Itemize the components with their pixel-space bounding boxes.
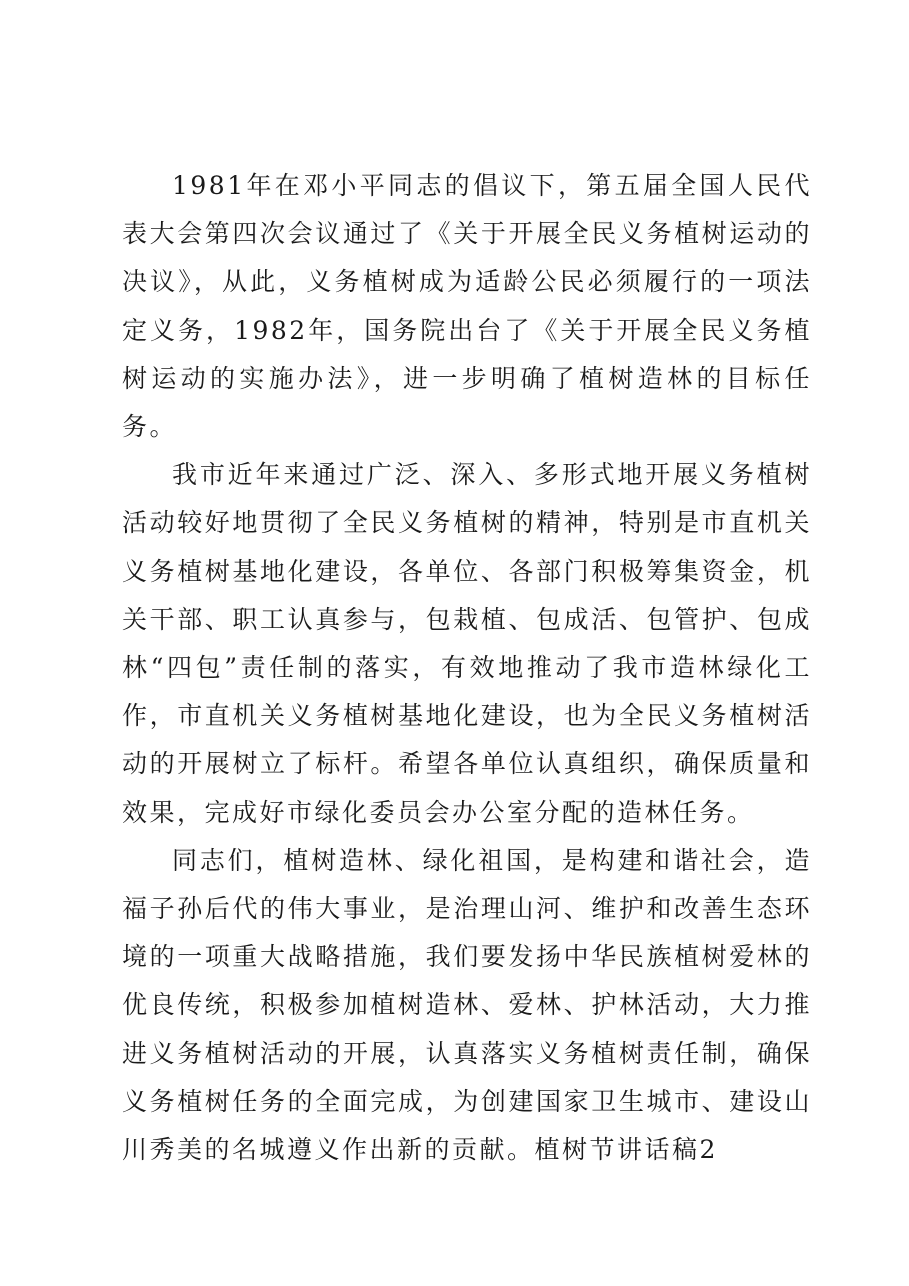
paragraph-city-progress: 我市近年来通过广泛、深入、多形式地开展义务植树活动较好地贯彻了全民义务植树的精神，特别是市直机关义务植树基地化建设，各单位、各部门积极筹集资金，机关干部、职工认真参与，包栽植、包成活、包管护、包成林“四包”责任制的落实，有效地推动了我市造林绿化工作，市直机关义务植树基地化建设，也为全民义务植树活动的开展树立了标杆。希望各单位认真组织，确保质量和效果，完成好市绿化委员会办公室分配的造林任务。 [122,460,812,827]
paragraph-history: 1981年在邓小平同志的倡议下，第五届全国人民代表大会第四次会议通过了《关于开展全民义务植树运动的决议》，从此，义务植树成为适龄公民必须履行的一项法定义务，1982年，国务院出台了《关于开展全民义务植树运动的实施办法》，进一步明确了植树造林的目标任务。 [122,171,812,442]
document-body [122,162,812,1174]
paragraph-call-to-action: 同志们，植树造林、绿化祖国，是构建和谐社会，造福子孙后代的伟大事业，是治理山河、维护和改善生态环境的一项重大战略措施，我们要发扬中华民族植树爱林的优良传统，积极参加植树造林、爱林、护林活动，大力推进义务植树活动的开展，认真落实义务植树责任制，确保义务植树任务的全面完成，为创建国家卫生城市、建设山川秀美的名城遵义作出新的贡献。植树节讲话稿2 [122,845,812,1165]
